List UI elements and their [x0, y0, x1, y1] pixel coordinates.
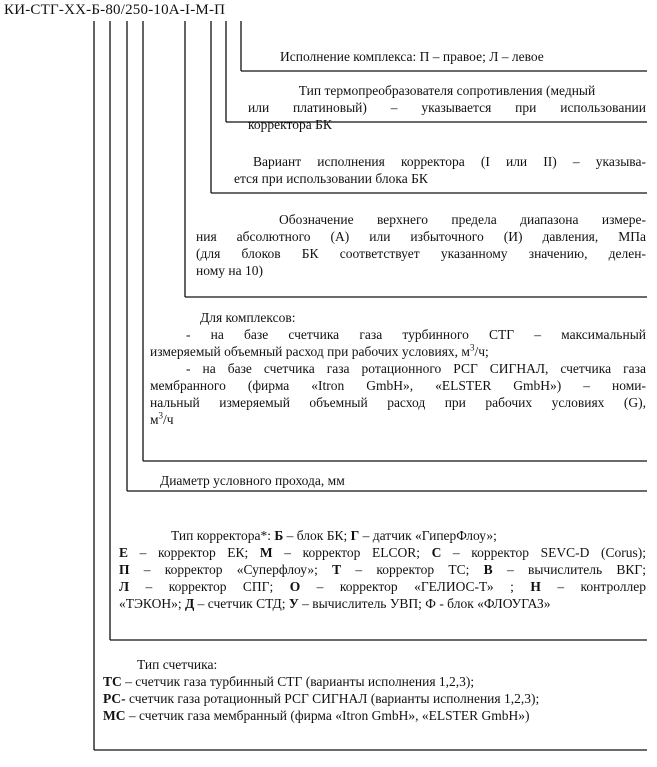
corrector-line-2: Е – корректор ЕК; М – корректор ELCOR; С – корректор SEVC-D (Corus); [119, 545, 646, 560]
corrector-line-4: Л – корректор СПГ; О – корректор «ГЕЛИОС-Т» ; Н – контроллер [119, 579, 647, 594]
block-pressure-limit: Обозначение верхнего предела диапазона измере- ния абсолютного (А) или избыточного (И) давления, МПа (для блоков БК соответствует указанному значению, делен- ному на 10) [196, 212, 646, 278]
block-corrector-type [119, 527, 646, 612]
block-flow-rate: Для комплексов: - на базе счетчика газа турбинного СТГ – максимальный измеряемый объемный расход при рабочих условиях, $м^3/ч$; - на базе счетчика газа ротационного РСГ СИГНАЛ, счетчика газа мембранного (фирма «Itron GmbH», «ELSTER GmbH») – номи- нальный измеряемый объемный расход при рабочих условиях (G), $м^3/ч$ [150, 310, 646, 427]
block-meter-type: Тип счетчика: ТС – счетчик газа турбинный СТГ (варианты исполнения 1,2,3); РС- счетчик газа ротационный РСГ СИГНАЛ (варианты исполнения 1,2,3); МС – счетчик газа мембранный (фирма «Itron GmbH», «ELSTER GmbH») [103, 656, 643, 724]
corrector-line-1: Тип корректора*: Б – блок БК; Г – датчик «ГиперФлоу»; [171, 528, 497, 543]
block-execution: Исполнение комплекса: П – правое; Л – левое [280, 49, 544, 64]
flow-line-3: измеряемый объемный расход при рабочих условиях, $м^3/ч$; [150, 342, 489, 359]
block-corrector-variant: Вариант исполнения корректора (I или II) – указыва- ется при использовании блока БК [234, 154, 646, 186]
block-thermo-type: Тип термопреобразователя сопротивления (медный или платиновый) – указывается при использовании корректора БК [248, 83, 646, 132]
block-diameter: Диаметр условного прохода, мм [160, 473, 345, 488]
product-code: КИ-СТГ-ХХ-Б-80/250-10А-I-М-П [4, 2, 226, 18]
meter-line-2: РС- счетчик газа ротационный РСГ СИГНАЛ (варианты исполнения 1,2,3); [103, 691, 540, 706]
meter-line-1: ТС – счетчик газа турбинный СТГ (варианты исполнения 1,2,3); [103, 674, 475, 689]
corrector-line-5: «ТЭКОН»; Д – счетчик СТД; У – вычислитель УВП; Ф - блок «ФЛОУГАЗ» [119, 596, 551, 611]
meter-line-3: МС – счетчик газа мембранный (фирма «Itron GmbH», «ELSTER GmbH») [103, 708, 530, 723]
flow-line-7: $м^3/ч$ [150, 410, 174, 427]
corrector-line-3: П – корректор «Суперфлоу»; Т – корректор ТС; В – вычислитель ВКГ; [119, 562, 646, 577]
